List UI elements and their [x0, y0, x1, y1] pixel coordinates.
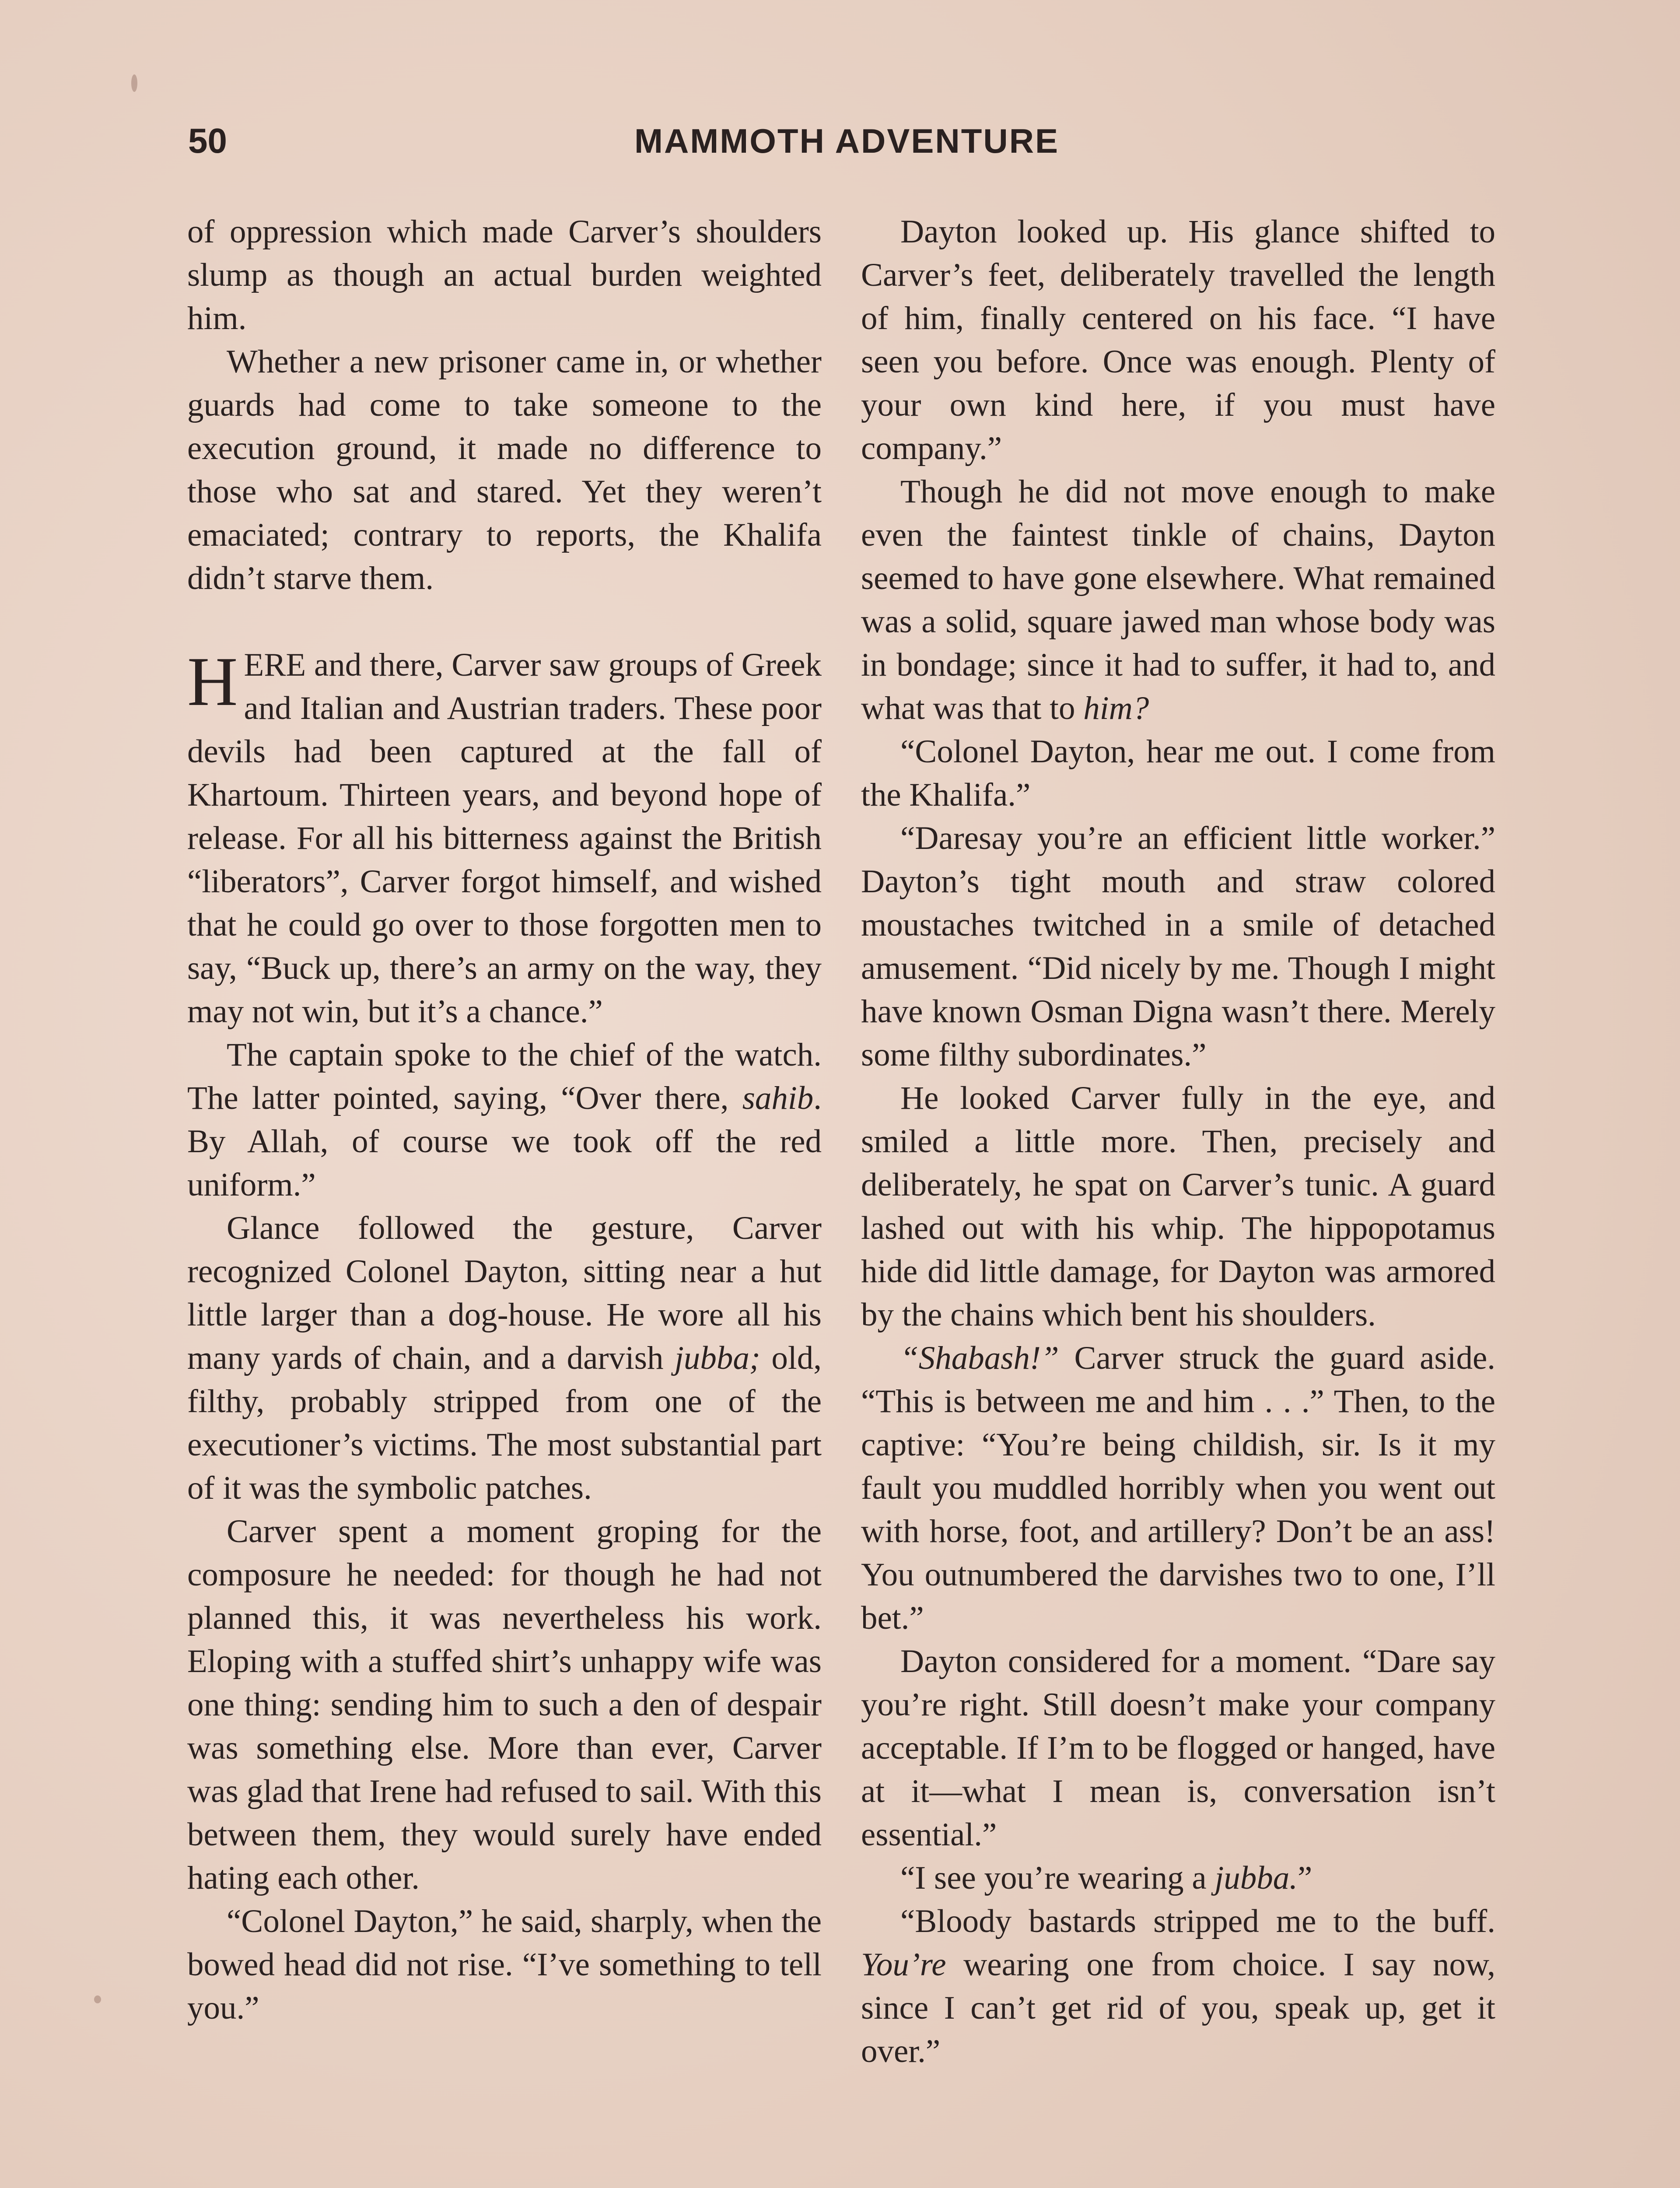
paragraph	[187, 1206, 822, 1510]
italic-text: jubba;	[675, 1340, 760, 1376]
text-run: Glance followed the gesture, Carver recognized Colonel Dayton, sitting near a hut little larger than a dog-house. He wore all his many yards of chain, and a darvish	[187, 1210, 822, 1376]
running-title: MAMMOTH ADVENTURE	[634, 122, 1060, 160]
page-header	[188, 119, 1501, 176]
section-start-paragraph	[187, 643, 822, 1033]
paragraph-text: ERE and there, Carver saw groups of Greek and Italian and Austrian traders. These poor devils had been captured at the fall of Khartoum. Thirteen years, and beyond hope of release. For all his bitterness against the British “liberators”, Carver forgot himself, and wished that he could go over to those forgotten men to say, “Buck up, there’s an army on the way, they may not win, but it’s a chance.”	[187, 647, 822, 1030]
page-number: 50	[188, 121, 227, 160]
paragraph: Dayton considered for a moment. “Dare say you’re right. Still doesn’t make your company acceptable. If I’m to be flogged or hanged, have at it—what I mean is, conversation isn’t essential.”	[861, 1643, 1495, 1853]
paragraph: Dayton looked up. His glance shifted to Carver’s feet, deliberately travelled the length of him, finally centered on his face. “I have seen you before. Once was enough. Plenty of your own kind here, if you must have company.”	[861, 214, 1495, 466]
paragraph: Whether a new prisoner came in, or whether guards had come to take someone to the execution ground, it made no difference to those who sat and stared. Yet they weren’t emaciated; contrary to reports, the Khalifa didn’t starve them.	[187, 344, 822, 596]
text-run: “I see you’re wearing a	[900, 1860, 1215, 1896]
text-run: . By Allah, of course we took off the red uniform.”	[187, 1080, 822, 1203]
right-column	[861, 210, 1495, 2073]
text-run: old, filthy, probably stripped from one of the executioner’s victims. The most substantial part of it was the symbolic patches.	[187, 1340, 822, 1506]
italic-text: jubba.	[1214, 1860, 1298, 1896]
paragraph: He looked Carver fully in the eye, and smiled a little more. Then, precisely and deliberately, he spat on Carver’s tunic. A guard lashed out with his whip. The hippopotamus hide did little damage, for Dayton was armored by the chains which bent his shoulders.	[861, 1080, 1495, 1333]
text-run: Though he did not move enough to make even the faintest tinkle of chains, Dayton seemed to have gone elsewhere. What remained was a solid, square jawed man whose body was in bondage; since it had to suffer, it had to, and what was that to	[861, 473, 1495, 726]
text-run: ”	[1297, 1860, 1312, 1896]
paragraph	[861, 470, 1495, 730]
text-run: “Bloody bastards stripped me to the buff.	[900, 1903, 1495, 1939]
italic-text: You’re	[861, 1946, 946, 1983]
text-run: wearing one from choice. I say now, since I can’t get rid of you, speak up, get it over.”	[861, 1946, 1495, 2069]
paragraph	[187, 1033, 822, 1206]
left-column	[187, 210, 822, 2030]
italic-text: sahib	[742, 1080, 814, 1116]
italic-text: “Shabash!”	[900, 1340, 1059, 1376]
paragraph	[861, 1856, 1495, 1900]
paragraph	[861, 1336, 1495, 1640]
paragraph: Carver spent a moment groping for the composure he needed: for though he had not planned this, it was nevertheless his work. Eloping with a stuffed shirt’s unhappy wife was one thing: sending him to such a den of despair was something else. More than ever, Carver was glad that Irene had refused to sail. With this between them, they would surely have ended hating each other.	[187, 1513, 822, 1896]
paragraph: “Colonel Dayton,” he said, sharply, when the bowed head did not rise. “I’ve something to tell you.”	[187, 1903, 822, 2026]
text-run: The captain spoke to the chief of the watch. The latter pointed, saying, “Over there,	[187, 1037, 822, 1116]
paragraph: “Colonel Dayton, hear me out. I come from the Khalifa.”	[861, 733, 1495, 813]
italic-text: him?	[1083, 690, 1149, 726]
paragraph: of oppression which made Carver’s shoulders slump as though an actual burden weighted him.	[187, 214, 822, 337]
paper-blemish	[94, 1995, 101, 2003]
drop-cap: H	[187, 642, 238, 720]
paragraph	[861, 1900, 1495, 2073]
text-run: Carver struck the guard aside. “This is between me and him . . .” Then, to the captive: “You’re being childish, sir. Is it my fault you muddled horribly when you went out with horse, foot, and artillery? Don’t be an ass! You outnumbered the darvishes two to one, I’ll bet.”	[861, 1340, 1495, 1636]
paper-blemish	[131, 74, 137, 92]
paragraph: “Daresay you’re an efficient little worker.” Dayton’s tight mouth and straw colored moustaches twitched in a smile of detached amusement. “Did nicely by me. Though I might have known Osman Digna wasn’t there. Merely some filthy subordinates.”	[861, 820, 1495, 1073]
